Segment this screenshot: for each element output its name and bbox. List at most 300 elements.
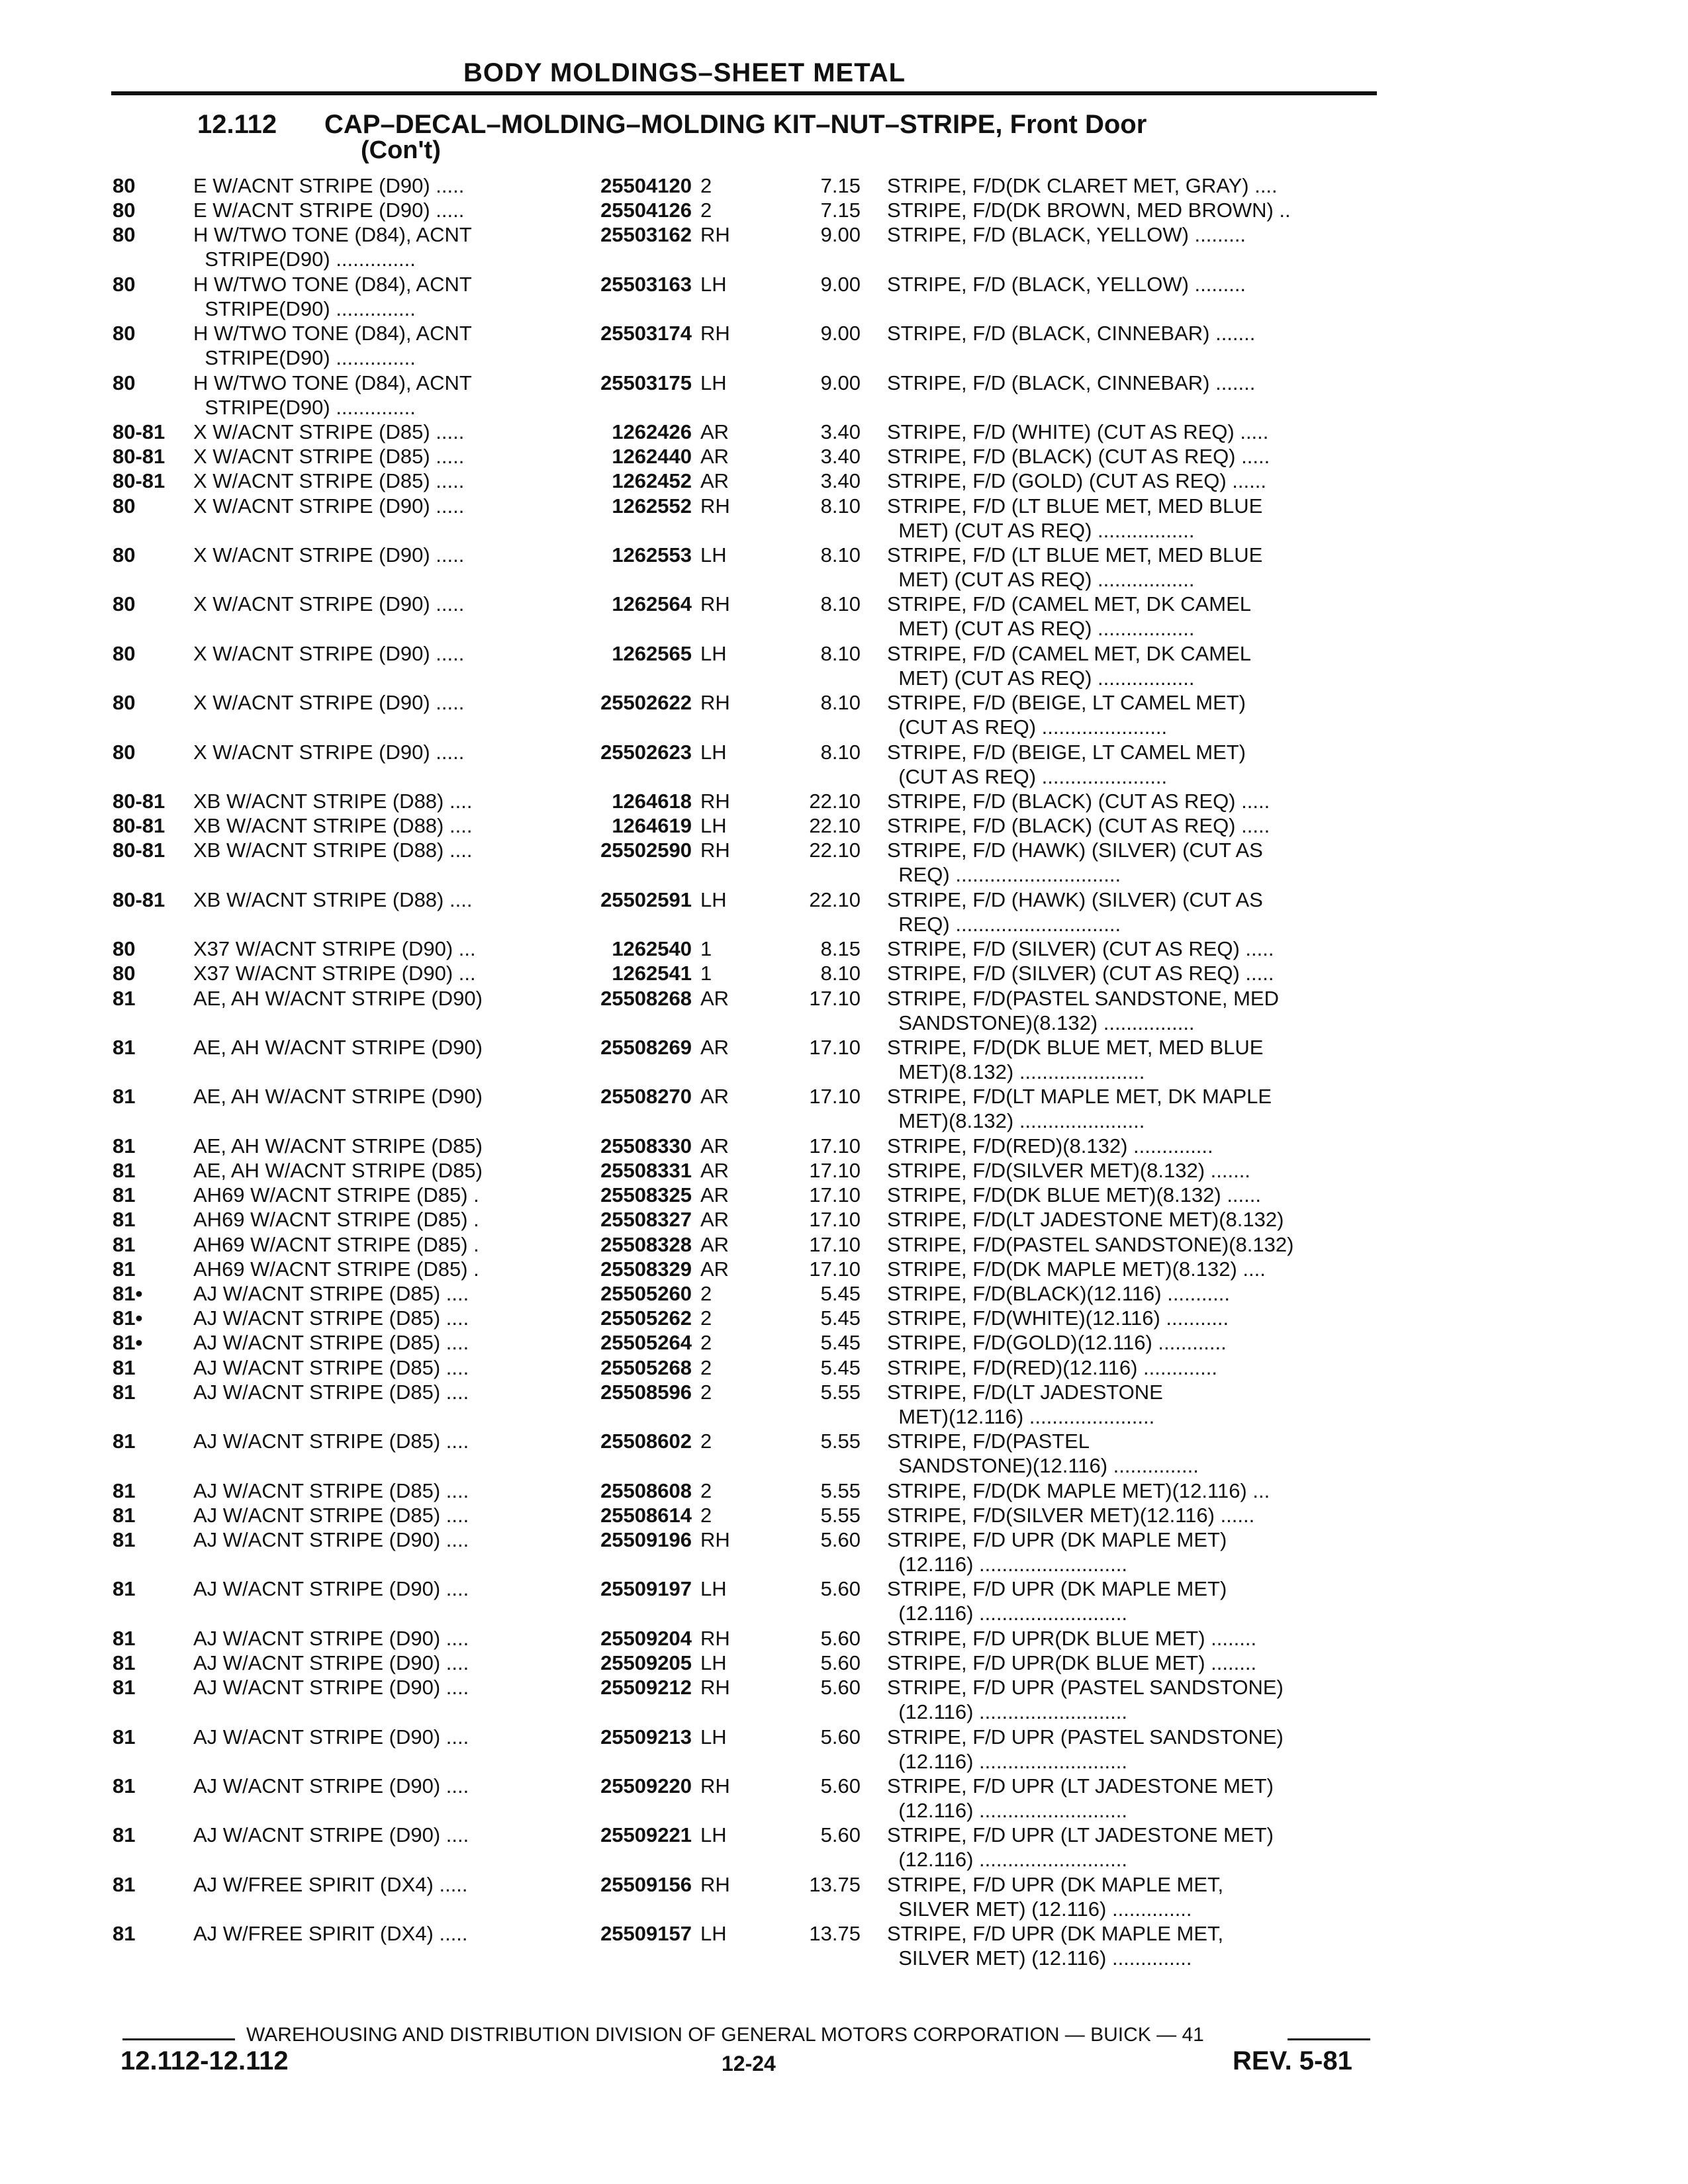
row-part-number: 25504126 xyxy=(600,199,692,222)
row-description: STRIPE, F/D (BLACK, CINNEBAR) ....... xyxy=(887,322,1256,345)
row-year: 80 xyxy=(113,543,136,567)
row-quantity: AR xyxy=(700,1036,729,1059)
table-row xyxy=(0,321,1688,370)
section-title: CAP–DECAL–MOLDING–MOLDING KIT–NUT–STRIPE, Front Door xyxy=(324,110,1147,139)
section-continued: (Con't) xyxy=(361,136,441,164)
row-price: 3.40 xyxy=(820,469,861,492)
row-quantity: RH xyxy=(700,592,730,615)
row-model: X37 W/ACNT STRIPE (D90) ... xyxy=(193,962,476,985)
row-description: STRIPE, F/D UPR(DK BLUE MET) ........ xyxy=(887,1651,1257,1674)
row-part-number: 1262426 xyxy=(612,420,692,443)
row-year: 80 xyxy=(113,273,136,296)
row-price: 17.10 xyxy=(809,1159,861,1182)
row-part-number: 25509196 xyxy=(600,1528,692,1551)
row-part-number: 1264618 xyxy=(612,790,692,813)
row-price: 5.60 xyxy=(820,1676,861,1699)
row-price: 5.45 xyxy=(820,1331,861,1354)
row-part-number: 25505264 xyxy=(600,1331,692,1354)
row-quantity: 2 xyxy=(700,1504,712,1527)
row-price: 17.10 xyxy=(809,1233,861,1256)
footer-text: WAREHOUSING AND DISTRIBUTION DIVISION OF GENERAL MOTORS CORPORATION — BUICK — 41 xyxy=(246,2024,1204,2046)
row-price: 5.60 xyxy=(820,1774,861,1797)
row-description: STRIPE, F/D (SILVER) (CUT AS REQ) ..... xyxy=(887,937,1274,960)
row-price: 9.00 xyxy=(820,371,861,394)
row-price: 5.55 xyxy=(820,1430,861,1453)
row-description: STRIPE, F/D UPR(DK BLUE MET) ........ xyxy=(887,1627,1257,1650)
row-year: 81 xyxy=(113,1922,136,1945)
table-row xyxy=(0,1921,1688,1970)
table-row xyxy=(0,838,1688,887)
row-year: 81 xyxy=(113,987,136,1010)
row-quantity: RH xyxy=(700,1627,730,1650)
row-quantity: AR xyxy=(700,1159,729,1182)
table-row xyxy=(0,272,1688,321)
row-description: STRIPE, F/D(DK MAPLE MET)(8.132) .... xyxy=(887,1257,1266,1281)
row-model: AJ W/ACNT STRIPE (D90) .... xyxy=(193,1528,469,1551)
section-number: 12.112 xyxy=(197,110,277,139)
footer-page-number: 12-24 xyxy=(722,2052,776,2075)
row-price: 5.55 xyxy=(820,1381,861,1404)
row-price: 17.10 xyxy=(809,1257,861,1281)
row-model: AH69 W/ACNT STRIPE (D85) . xyxy=(193,1233,479,1256)
row-model: AJ W/ACNT STRIPE (D90) .... xyxy=(193,1774,469,1797)
row-year: 81 xyxy=(113,1208,136,1231)
row-year: 81 xyxy=(113,1134,136,1158)
row-price: 13.75 xyxy=(809,1873,861,1896)
row-description: STRIPE, F/D UPR (PASTEL SANDSTONE) (12.116) .......................... xyxy=(887,1725,1284,1773)
row-part-number: 25509221 xyxy=(600,1823,692,1846)
table-row xyxy=(0,1872,1688,1921)
row-year: 80 xyxy=(113,174,136,197)
row-description: STRIPE, F/D (BLACK, YELLOW) ......... xyxy=(887,223,1246,246)
row-part-number: 25508331 xyxy=(600,1159,692,1182)
row-quantity: LH xyxy=(700,741,727,764)
row-quantity: LH xyxy=(700,1651,727,1674)
row-year: 81 xyxy=(113,1085,136,1108)
row-description: STRIPE, F/D UPR (DK MAPLE MET, SILVER MET) (12.116) .............. xyxy=(887,1922,1224,1970)
row-model: AJ W/ACNT STRIPE (D90) .... xyxy=(193,1651,469,1674)
table-row xyxy=(0,740,1688,789)
row-year: 81 xyxy=(113,1504,136,1527)
row-quantity: AR xyxy=(700,1134,729,1158)
row-price: 5.60 xyxy=(820,1627,861,1650)
row-quantity: RH xyxy=(700,1873,730,1896)
row-part-number: 25508602 xyxy=(600,1430,692,1453)
row-quantity: RH xyxy=(700,322,730,345)
row-part-number: 25509220 xyxy=(600,1774,692,1797)
row-model: AJ W/ACNT STRIPE (D85) .... xyxy=(193,1430,469,1453)
row-price: 8.10 xyxy=(820,691,861,714)
row-model: AJ W/ACNT STRIPE (D85) .... xyxy=(193,1381,469,1404)
header-rule xyxy=(111,91,1377,95)
row-description: STRIPE, F/D(PASTEL SANDSTONE, MED SANDSTONE)(8.132) ................ xyxy=(887,987,1279,1034)
row-price: 9.00 xyxy=(820,322,861,345)
table-row xyxy=(0,1035,1688,1084)
row-year: 81 xyxy=(113,1479,136,1502)
table-row xyxy=(0,222,1688,271)
row-quantity: LH xyxy=(700,1922,727,1945)
row-quantity: LH xyxy=(700,642,727,665)
row-part-number: 25508329 xyxy=(600,1257,692,1281)
row-model: X37 W/ACNT STRIPE (D90) ... xyxy=(193,937,476,960)
row-quantity: RH xyxy=(700,839,730,862)
row-quantity: RH xyxy=(700,494,730,518)
row-description: STRIPE, F/D(WHITE)(12.116) ........... xyxy=(887,1306,1229,1330)
row-description: STRIPE, F/D(DK BROWN, MED BROWN) .. xyxy=(887,199,1291,222)
row-price: 8.10 xyxy=(820,642,861,665)
row-year: 81 xyxy=(113,1430,136,1453)
row-model: E W/ACNT STRIPE (D90) ..... xyxy=(193,199,465,222)
row-model: AE, AH W/ACNT STRIPE (D90) xyxy=(193,1085,483,1108)
row-year: 81• xyxy=(113,1306,143,1330)
row-quantity: 2 xyxy=(700,199,712,222)
row-price: 8.10 xyxy=(820,543,861,567)
row-year: 81• xyxy=(113,1331,143,1354)
row-description: STRIPE, F/D(RED)(12.116) ............. xyxy=(887,1356,1217,1379)
row-description: STRIPE, F/D UPR (DK MAPLE MET, SILVER MET) (12.116) .............. xyxy=(887,1873,1224,1921)
row-model: X W/ACNT STRIPE (D90) ..... xyxy=(193,543,465,567)
row-part-number: 25508327 xyxy=(600,1208,692,1231)
row-year: 80 xyxy=(113,592,136,615)
table-row xyxy=(0,1084,1688,1133)
row-description: STRIPE, F/D(RED)(8.132) .............. xyxy=(887,1134,1213,1158)
row-year: 80 xyxy=(113,199,136,222)
row-model: XB W/ACNT STRIPE (D88) .... xyxy=(193,888,473,911)
row-quantity: RH xyxy=(700,223,730,246)
row-quantity: LH xyxy=(700,1823,727,1846)
row-model: X W/ACNT STRIPE (D90) ..... xyxy=(193,741,465,764)
row-price: 17.10 xyxy=(809,1036,861,1059)
table-row xyxy=(0,494,1688,543)
row-quantity: 2 xyxy=(700,1381,712,1404)
table-row xyxy=(0,986,1688,1035)
row-model: X W/ACNT STRIPE (D90) ..... xyxy=(193,494,465,518)
row-model: AJ W/ACNT STRIPE (D85) .... xyxy=(193,1306,469,1330)
row-price: 9.00 xyxy=(820,223,861,246)
footer-section-range: 12.112-12.112 xyxy=(120,2046,289,2075)
row-year: 81 xyxy=(113,1651,136,1674)
row-model: AJ W/ACNT STRIPE (D85) .... xyxy=(193,1282,469,1305)
row-description: STRIPE, F/D (SILVER) (CUT AS REQ) ..... xyxy=(887,962,1274,985)
row-model: X W/ACNT STRIPE (D85) ..... xyxy=(193,420,465,443)
row-description: STRIPE, F/D (BLACK, CINNEBAR) ....... xyxy=(887,371,1256,394)
row-description: STRIPE, F/D (LT BLUE MET, MED BLUE MET) (CUT AS REQ) ................. xyxy=(887,543,1263,591)
row-quantity: LH xyxy=(700,543,727,567)
row-quantity: RH xyxy=(700,1528,730,1551)
row-year: 81 xyxy=(113,1676,136,1699)
row-price: 5.55 xyxy=(820,1504,861,1527)
row-quantity: AR xyxy=(700,1183,729,1206)
row-model: AJ W/ACNT STRIPE (D85) .... xyxy=(193,1479,469,1502)
row-description: STRIPE, F/D (BLACK) (CUT AS REQ) ..... xyxy=(887,790,1270,813)
row-quantity: RH xyxy=(700,1774,730,1797)
row-model: X W/ACNT STRIPE (D90) ..... xyxy=(193,592,465,615)
row-price: 17.10 xyxy=(809,987,861,1010)
row-price: 3.40 xyxy=(820,420,861,443)
row-price: 17.10 xyxy=(809,1208,861,1231)
row-year: 81 xyxy=(113,1823,136,1846)
row-quantity: 2 xyxy=(700,1331,712,1354)
row-model: AH69 W/ACNT STRIPE (D85) . xyxy=(193,1208,479,1231)
row-year: 81 xyxy=(113,1381,136,1404)
row-year: 81 xyxy=(113,1257,136,1281)
row-model: AE, AH W/ACNT STRIPE (D85) xyxy=(193,1134,483,1158)
row-price: 17.10 xyxy=(809,1134,861,1158)
row-part-number: 25503174 xyxy=(600,322,692,345)
row-description: STRIPE, F/D(DK BLUE MET, MED BLUE MET)(8.132) ...................... xyxy=(887,1036,1264,1083)
row-price: 5.45 xyxy=(820,1306,861,1330)
row-part-number: 25508268 xyxy=(600,987,692,1010)
row-description: STRIPE, F/D(PASTEL SANDSTONE)(12.116) ............... xyxy=(887,1430,1199,1477)
row-model: AJ W/ACNT STRIPE (D85) .... xyxy=(193,1504,469,1527)
row-price: 22.10 xyxy=(809,888,861,911)
row-year: 81 xyxy=(113,1528,136,1551)
row-description: STRIPE, F/D(BLACK)(12.116) ........... xyxy=(887,1282,1230,1305)
row-price: 9.00 xyxy=(820,273,861,296)
row-model: AE, AH W/ACNT STRIPE (D90) xyxy=(193,1036,483,1059)
row-model: AJ W/ACNT STRIPE (D90) .... xyxy=(193,1627,469,1650)
row-year: 81 xyxy=(113,1725,136,1749)
row-quantity: 2 xyxy=(700,1356,712,1379)
row-model: H W/TWO TONE (D84), ACNT STRIPE(D90) .............. xyxy=(193,273,472,320)
row-description: STRIPE, F/D(DK BLUE MET)(8.132) ...... xyxy=(887,1183,1261,1206)
row-year: 80-81 xyxy=(113,888,165,911)
row-year: 81 xyxy=(113,1036,136,1059)
row-part-number: 25503163 xyxy=(600,273,692,296)
row-part-number: 25509197 xyxy=(600,1577,692,1600)
row-price: 22.10 xyxy=(809,839,861,862)
row-year: 80 xyxy=(113,691,136,714)
table-row xyxy=(0,690,1688,739)
row-model: X W/ACNT STRIPE (D85) ..... xyxy=(193,469,465,492)
row-part-number: 25508270 xyxy=(600,1085,692,1108)
row-model: AH69 W/ACNT STRIPE (D85) . xyxy=(193,1257,479,1281)
row-price: 17.10 xyxy=(809,1183,861,1206)
row-part-number: 25502590 xyxy=(600,839,692,862)
row-model: XB W/ACNT STRIPE (D88) .... xyxy=(193,814,473,837)
row-model: X W/ACNT STRIPE (D85) ..... xyxy=(193,445,465,468)
row-description: STRIPE, F/D (HAWK) (SILVER) (CUT AS REQ) ............................. xyxy=(887,839,1263,886)
row-part-number: 1262440 xyxy=(612,445,692,468)
row-quantity: AR xyxy=(700,469,729,492)
row-price: 7.15 xyxy=(820,199,861,222)
row-description: STRIPE, F/D (WHITE) (CUT AS REQ) ..... xyxy=(887,420,1269,443)
row-year: 81• xyxy=(113,1282,143,1305)
row-year: 81 xyxy=(113,1627,136,1650)
row-description: STRIPE, F/D(LT JADESTONE MET)(8.132) xyxy=(887,1208,1284,1231)
row-part-number: 25509205 xyxy=(600,1651,692,1674)
row-model: AJ W/FREE SPIRIT (DX4) ..... xyxy=(193,1873,468,1896)
row-quantity: AR xyxy=(700,420,729,443)
row-year: 80 xyxy=(113,741,136,764)
row-price: 7.15 xyxy=(820,174,861,197)
row-description: STRIPE, F/D (LT BLUE MET, MED BLUE MET) (CUT AS REQ) ................. xyxy=(887,494,1263,542)
row-description: STRIPE, F/D(SILVER MET)(8.132) ....... xyxy=(887,1159,1250,1182)
row-year: 81 xyxy=(113,1577,136,1600)
row-part-number: 25508608 xyxy=(600,1479,692,1502)
table-row xyxy=(0,641,1688,690)
row-part-number: 25509213 xyxy=(600,1725,692,1749)
row-model: H W/TWO TONE (D84), ACNT STRIPE(D90) .............. xyxy=(193,322,472,369)
row-price: 5.45 xyxy=(820,1356,861,1379)
row-year: 80-81 xyxy=(113,469,165,492)
row-description: STRIPE, F/D UPR (PASTEL SANDSTONE) (12.116) .......................... xyxy=(887,1676,1284,1723)
row-part-number: 25508325 xyxy=(600,1183,692,1206)
row-description: STRIPE, F/D(DK MAPLE MET)(12.116) ... xyxy=(887,1479,1270,1502)
row-model: H W/TWO TONE (D84), ACNT STRIPE(D90) .............. xyxy=(193,371,472,419)
row-part-number: 25509156 xyxy=(600,1873,692,1896)
row-quantity: 2 xyxy=(700,1282,712,1305)
row-description: STRIPE, F/D (CAMEL MET, DK CAMEL MET) (CUT AS REQ) ................. xyxy=(887,642,1252,690)
row-quantity: LH xyxy=(700,1577,727,1600)
row-description: STRIPE, F/D(GOLD)(12.116) ............ xyxy=(887,1331,1227,1354)
row-model: AJ W/FREE SPIRIT (DX4) ..... xyxy=(193,1922,468,1945)
row-model: X W/ACNT STRIPE (D90) ..... xyxy=(193,642,465,665)
row-quantity: LH xyxy=(700,371,727,394)
row-year: 80 xyxy=(113,223,136,246)
row-year: 81 xyxy=(113,1183,136,1206)
table-row xyxy=(0,543,1688,592)
row-part-number: 25502623 xyxy=(600,741,692,764)
row-quantity: 1 xyxy=(700,962,712,985)
row-model: X W/ACNT STRIPE (D90) ..... xyxy=(193,691,465,714)
row-year: 80-81 xyxy=(113,790,165,813)
row-year: 80-81 xyxy=(113,839,165,862)
row-price: 5.60 xyxy=(820,1528,861,1551)
row-year: 81 xyxy=(113,1873,136,1896)
row-part-number: 1262564 xyxy=(612,592,692,615)
row-quantity: 2 xyxy=(700,1430,712,1453)
row-model: AJ W/ACNT STRIPE (D90) .... xyxy=(193,1823,469,1846)
row-description: STRIPE, F/D (BEIGE, LT CAMEL MET) (CUT AS REQ) ...................... xyxy=(887,741,1246,788)
row-part-number: 1262540 xyxy=(612,937,692,960)
row-description: STRIPE, F/D UPR (DK MAPLE MET) (12.116) .......................... xyxy=(887,1577,1227,1625)
row-description: STRIPE, F/D (BEIGE, LT CAMEL MET) (CUT AS REQ) ...................... xyxy=(887,691,1246,739)
row-part-number: 25502622 xyxy=(600,691,692,714)
page-title: BODY MOLDINGS–SHEET METAL xyxy=(463,58,906,87)
row-part-number: 25502591 xyxy=(600,888,692,911)
row-quantity: 2 xyxy=(700,1479,712,1502)
table-row xyxy=(0,1527,1688,1576)
row-part-number: 25505260 xyxy=(600,1282,692,1305)
row-part-number: 1262553 xyxy=(612,543,692,567)
row-model: AJ W/ACNT STRIPE (D90) .... xyxy=(193,1676,469,1699)
table-row xyxy=(0,1576,1688,1625)
row-description: STRIPE, F/D UPR (LT JADESTONE MET) (12.116) .......................... xyxy=(887,1774,1274,1822)
row-model: AH69 W/ACNT STRIPE (D85) . xyxy=(193,1183,479,1206)
row-year: 80 xyxy=(113,642,136,665)
row-quantity: LH xyxy=(700,888,727,911)
row-part-number: 25508269 xyxy=(600,1036,692,1059)
table-row xyxy=(0,1675,1688,1724)
row-model: E W/ACNT STRIPE (D90) ..... xyxy=(193,174,465,197)
row-description: STRIPE, F/D(DK CLARET MET, GRAY) .... xyxy=(887,174,1278,197)
row-part-number: 25508614 xyxy=(600,1504,692,1527)
row-part-number: 1264619 xyxy=(612,814,692,837)
row-year: 81 xyxy=(113,1159,136,1182)
row-description: STRIPE, F/D UPR (LT JADESTONE MET) (12.116) .......................... xyxy=(887,1823,1274,1871)
table-row xyxy=(0,1380,1688,1429)
row-description: STRIPE, F/D (GOLD) (CUT AS REQ) ...... xyxy=(887,469,1266,492)
row-part-number: 1262541 xyxy=(612,962,692,985)
row-part-number: 25508330 xyxy=(600,1134,692,1158)
row-year: 80 xyxy=(113,962,136,985)
table-row xyxy=(0,1725,1688,1774)
row-quantity: RH xyxy=(700,691,730,714)
row-price: 5.60 xyxy=(820,1725,861,1749)
table-row xyxy=(0,371,1688,420)
row-part-number: 25505262 xyxy=(600,1306,692,1330)
row-quantity: AR xyxy=(700,445,729,468)
row-part-number: 25508328 xyxy=(600,1233,692,1256)
row-price: 8.15 xyxy=(820,937,861,960)
row-model: AJ W/ACNT STRIPE (D90) .... xyxy=(193,1725,469,1749)
row-part-number: 1262452 xyxy=(612,469,692,492)
row-quantity: LH xyxy=(700,814,727,837)
row-part-number: 25509204 xyxy=(600,1627,692,1650)
table-row xyxy=(0,592,1688,641)
row-model: AJ W/ACNT STRIPE (D90) .... xyxy=(193,1577,469,1600)
row-part-number: 25503175 xyxy=(600,371,692,394)
row-year: 81 xyxy=(113,1356,136,1379)
row-model: XB W/ACNT STRIPE (D88) .... xyxy=(193,790,473,813)
row-year: 80-81 xyxy=(113,420,165,443)
row-model: XB W/ACNT STRIPE (D88) .... xyxy=(193,839,473,862)
row-description: STRIPE, F/D (BLACK, YELLOW) ......... xyxy=(887,273,1246,296)
footer-rule-left xyxy=(122,2038,235,2040)
row-part-number: 1262552 xyxy=(612,494,692,518)
row-price: 5.60 xyxy=(820,1823,861,1846)
row-price: 8.10 xyxy=(820,962,861,985)
row-price: 3.40 xyxy=(820,445,861,468)
row-description: STRIPE, F/D (BLACK) (CUT AS REQ) ..... xyxy=(887,445,1270,468)
row-description: STRIPE, F/D UPR (DK MAPLE MET) (12.116) .......................... xyxy=(887,1528,1227,1576)
row-year: 80 xyxy=(113,937,136,960)
row-year: 80-81 xyxy=(113,814,165,837)
row-description: STRIPE, F/D(SILVER MET)(12.116) ...... xyxy=(887,1504,1255,1527)
row-description: STRIPE, F/D(LT JADESTONE MET)(12.116) ...................... xyxy=(887,1381,1163,1428)
row-model: AE, AH W/ACNT STRIPE (D90) xyxy=(193,987,483,1010)
footer-revision: REV. 5-81 xyxy=(1233,2046,1352,2075)
row-part-number: 25505268 xyxy=(600,1356,692,1379)
row-description: STRIPE, F/D (BLACK) (CUT AS REQ) ..... xyxy=(887,814,1270,837)
row-quantity: 2 xyxy=(700,1306,712,1330)
table-row xyxy=(0,1429,1688,1478)
row-model: AJ W/ACNT STRIPE (D85) .... xyxy=(193,1356,469,1379)
row-price: 5.60 xyxy=(820,1577,861,1600)
row-price: 13.75 xyxy=(809,1922,861,1945)
row-price: 8.10 xyxy=(820,741,861,764)
footer-rule-right xyxy=(1288,2038,1370,2040)
row-description: STRIPE, F/D (HAWK) (SILVER) (CUT AS REQ) ............................. xyxy=(887,888,1263,936)
row-quantity: AR xyxy=(700,987,729,1010)
row-price: 8.10 xyxy=(820,494,861,518)
row-quantity: AR xyxy=(700,1085,729,1108)
row-part-number: 25504120 xyxy=(600,174,692,197)
row-year: 80 xyxy=(113,371,136,394)
row-quantity: RH xyxy=(700,1676,730,1699)
row-year: 80-81 xyxy=(113,445,165,468)
row-part-number: 25509157 xyxy=(600,1922,692,1945)
row-description: STRIPE, F/D (CAMEL MET, DK CAMEL MET) (CUT AS REQ) ................. xyxy=(887,592,1252,640)
row-quantity: AR xyxy=(700,1257,729,1281)
row-price: 17.10 xyxy=(809,1085,861,1108)
row-year: 81 xyxy=(113,1233,136,1256)
row-year: 80 xyxy=(113,494,136,518)
table-row xyxy=(0,1774,1688,1823)
row-quantity: AR xyxy=(700,1233,729,1256)
row-price: 22.10 xyxy=(809,790,861,813)
